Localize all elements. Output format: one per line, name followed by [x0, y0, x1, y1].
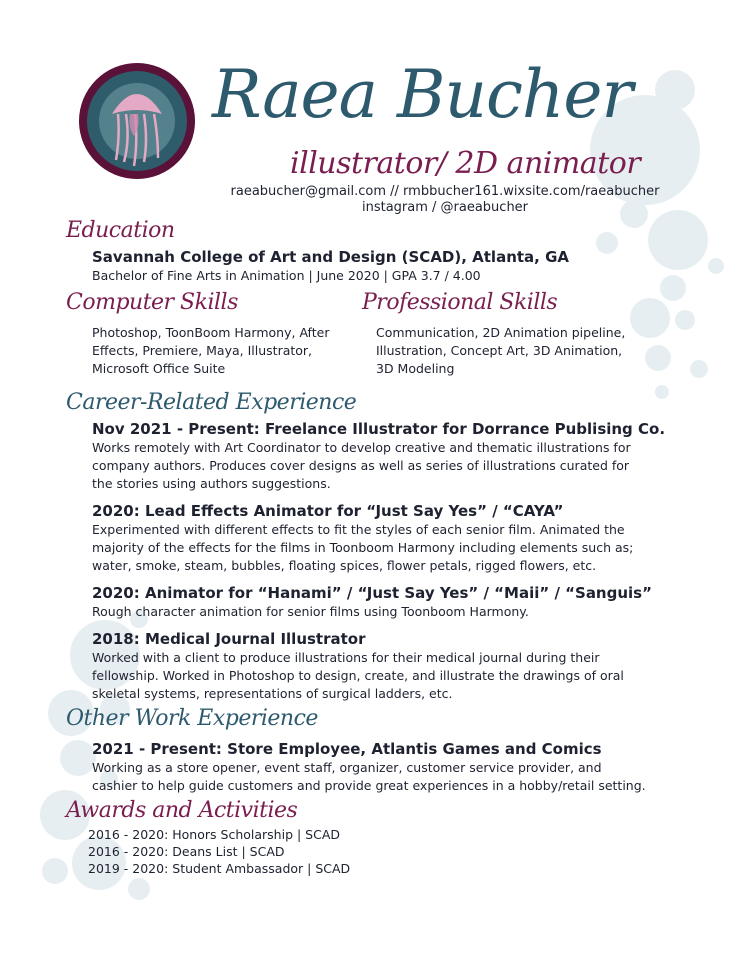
jellyfish-icon [78, 62, 196, 180]
job-title: 2020: Animator for “Hanami” / “Just Say Yes” / “Maii” / “Sanguis” [92, 584, 652, 602]
contact-instagram: instagram / @raeabucher [361, 200, 529, 215]
professional-skills-line: Illustration, Concept Art, 3D Animation, [376, 343, 623, 358]
computer-skills-line: Effects, Premiere, Maya, Illustrator, [92, 343, 313, 358]
role-subtitle: illustrator/ 2D animator [290, 146, 641, 181]
job-entry [92, 502, 682, 575]
career-jobs [92, 420, 682, 712]
computer-skills-heading: Computer Skills [66, 290, 238, 315]
award-item: 2016 - 2020: Deans List | SCAD [88, 844, 285, 859]
education-block [92, 248, 652, 285]
other-work-title: 2021 - Present: Store Employee, Atlantis Games and Comics [92, 740, 602, 758]
other-work-line: Working as a store opener, event staff, organizer, customer service provider, and [92, 760, 602, 775]
job-title: 2020: Lead Effects Animator for “Just Say Yes” / “CAYA” [92, 502, 564, 520]
job-description-line: majority of the effects for the films in Toonboom Harmony including elements such as; [92, 540, 634, 555]
education-heading: Education [66, 218, 175, 243]
computer-skills-list [92, 324, 352, 378]
education-school: Savannah College of Art and Design (SCAD), Atlanta, GA [92, 248, 570, 266]
job-description-line: skeletal systems, representations of surgical ladders, etc. [92, 686, 453, 701]
job-entry [92, 420, 682, 493]
job-description-line: company authors. Produces cover designs as well as series of illustrations curated for [92, 458, 630, 473]
contact-email-website: raeabucher@gmail.com // rmbbucher161.wixsite.com/raeabucher [230, 184, 660, 199]
awards-heading: Awards and Activities [66, 798, 298, 823]
job-entry [92, 630, 682, 703]
job-description-line: Worked with a client to produce illustrations for their medical journal during their [92, 650, 600, 665]
award-item: 2019 - 2020: Student Ambassador | SCAD [88, 861, 351, 876]
contact-info [200, 184, 690, 216]
award-item: 2016 - 2020: Honors Scholarship | SCAD [88, 827, 340, 842]
job-description-line: the stories using authors suggestions. [92, 476, 331, 491]
job-description-line: fellowship. Worked in Photoshop to design, create, and illustrate the drawings of oral [92, 668, 624, 683]
name-title: Raea Bucher [212, 56, 633, 133]
education-degree: Bachelor of Fine Arts in Animation | June 2020 | GPA 3.7 / 4.00 [92, 268, 481, 283]
professional-skills-list [376, 324, 646, 378]
job-entry [92, 584, 682, 621]
professional-skills-line: Communication, 2D Animation pipeline, [376, 325, 626, 340]
job-title: Nov 2021 - Present: Freelance Illustrator for Dorrance Publising Co. [92, 420, 666, 438]
job-title: 2018: Medical Journal Illustrator [92, 630, 366, 648]
job-description-line: Rough character animation for senior films using Toonboom Harmony. [92, 604, 529, 619]
job-description-line: Experimented with different effects to fit the styles of each senior film. Animated the [92, 522, 625, 537]
computer-skills-line: Microsoft Office Suite [92, 361, 226, 376]
other-work-heading: Other Work Experience [66, 706, 318, 731]
other-work-block [92, 740, 682, 795]
computer-skills-line: Photoshop, ToonBoom Harmony, After [92, 325, 330, 340]
job-description-line: Works remotely with Art Coordinator to develop creative and thematic illustrations for [92, 440, 631, 455]
jellyfish-logo [78, 62, 196, 180]
other-work-line: cashier to help guide customers and provide great experiences in a hobby/retail setting. [92, 778, 646, 793]
professional-skills-heading: Professional Skills [362, 290, 558, 315]
awards-list [88, 826, 488, 877]
professional-skills-line: 3D Modeling [376, 361, 455, 376]
job-description-line: water, smoke, steam, bubbles, floating spices, flower petals, rigged flowers, etc. [92, 558, 597, 573]
career-heading: Career-Related Experience [66, 390, 357, 415]
